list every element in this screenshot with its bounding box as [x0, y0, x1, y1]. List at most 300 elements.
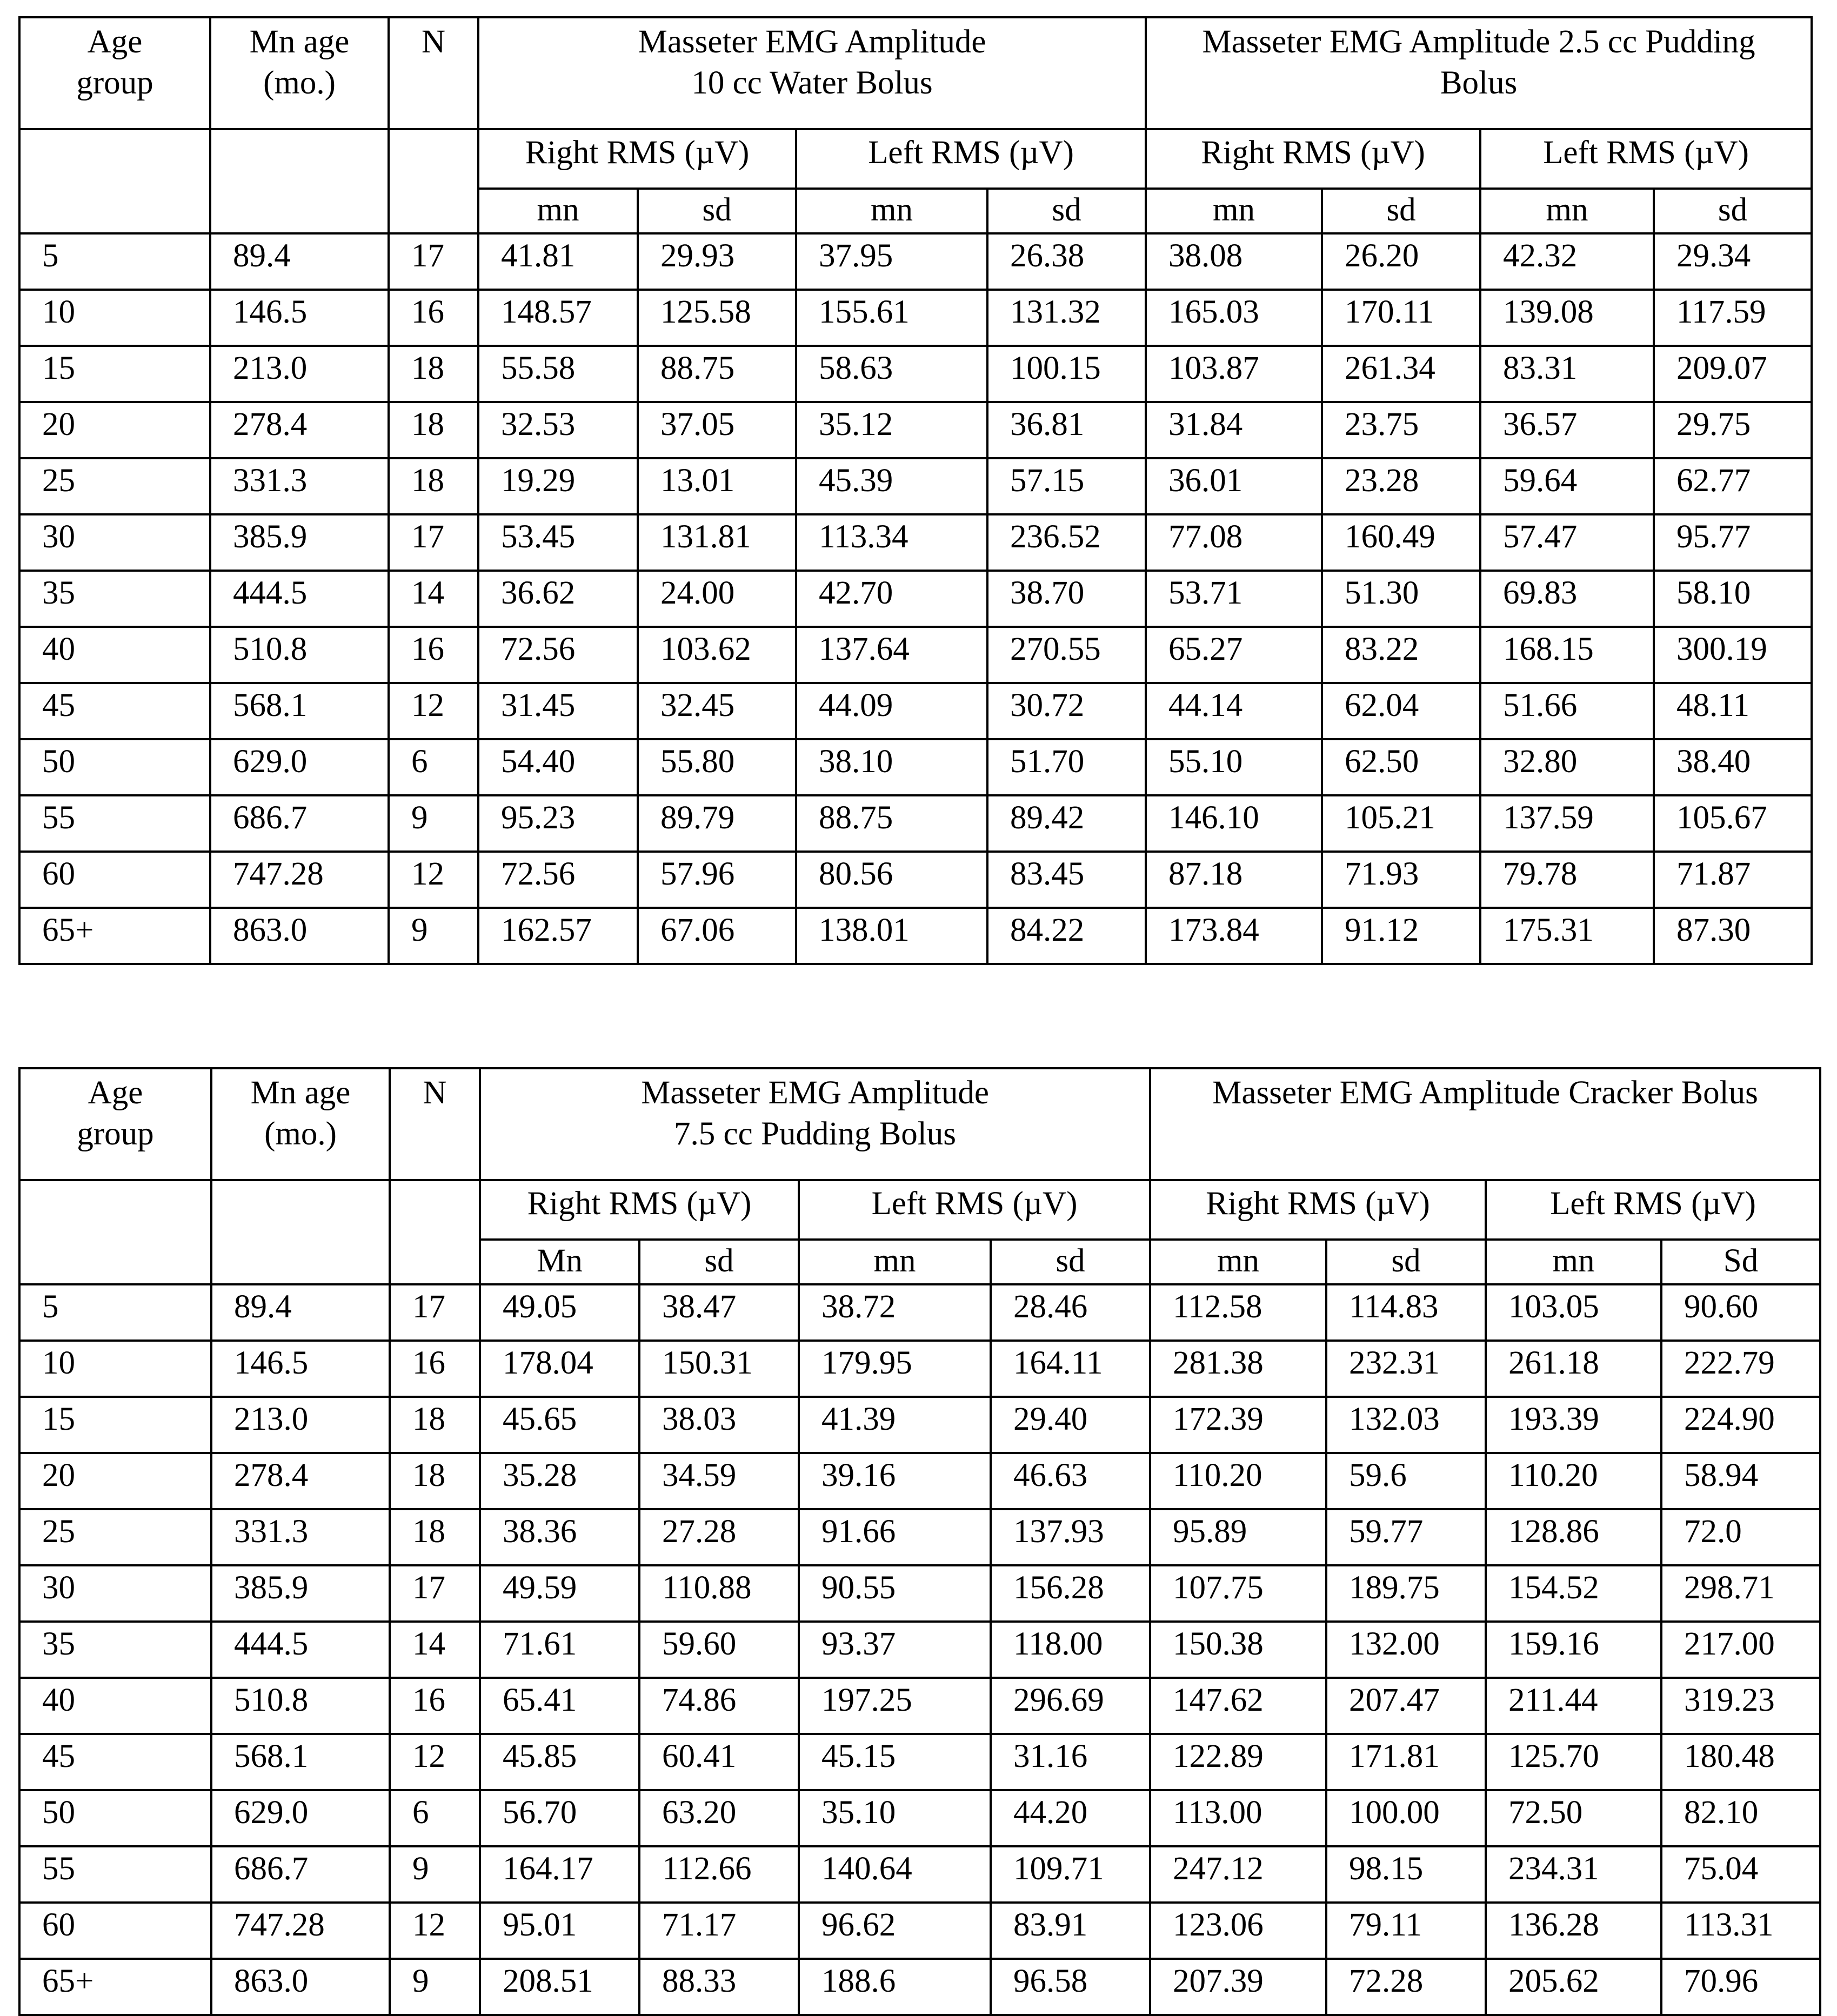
cell-left-mn: 175.31	[1480, 908, 1654, 964]
cell-right-mn: 31.84	[1146, 402, 1322, 458]
cell-age-group: 30	[19, 1565, 211, 1622]
cell-right-sd: 37.05	[638, 402, 796, 458]
cell-right-sd: 55.80	[638, 739, 796, 795]
cell-right-mn: 150.38	[1150, 1622, 1326, 1678]
cell-right-mn: 32.53	[478, 402, 638, 458]
cell-right-sd: 131.81	[638, 514, 796, 571]
cell-right-sd: 72.28	[1326, 1959, 1486, 2015]
header-group-b	[1146, 17, 1812, 129]
header-stat: mn	[478, 189, 638, 233]
cell-n-count: 6	[389, 739, 478, 795]
cell-right-mn: 113.00	[1150, 1790, 1326, 1846]
cell-right-sd: 23.28	[1322, 458, 1480, 514]
cell-n-count: 16	[390, 1341, 480, 1397]
header-n	[389, 17, 478, 129]
cell-left-mn: 110.20	[1486, 1453, 1661, 1509]
cell-right-mn: 72.56	[478, 852, 638, 908]
cell-left-sd: 51.70	[987, 739, 1146, 795]
table-body	[19, 233, 1812, 964]
cell-left-mn: 45.15	[799, 1734, 991, 1790]
cell-left-mn: 58.63	[796, 346, 987, 402]
cell-right-sd: 91.12	[1322, 908, 1480, 964]
cell-left-sd: 72.0	[1661, 1509, 1820, 1565]
cell-right-sd: 59.77	[1326, 1509, 1486, 1565]
cell-left-sd: 29.40	[991, 1397, 1150, 1453]
table-row	[19, 1284, 1820, 1341]
cell-mn-age: 213.0	[210, 346, 389, 402]
cell-right-sd: 57.96	[638, 852, 796, 908]
cell-right-sd: 83.22	[1322, 627, 1480, 683]
header-left-rms: Left RMS (µV)	[799, 1180, 1150, 1240]
header-stat: mn	[799, 1240, 991, 1284]
cell-left-mn: 42.32	[1480, 233, 1654, 290]
cell-left-sd: 131.32	[987, 290, 1146, 346]
cell-age-group: 55	[19, 1846, 211, 1903]
cell-age-group: 10	[19, 290, 210, 346]
cell-left-mn: 193.39	[1486, 1397, 1661, 1453]
table-row	[19, 1790, 1820, 1846]
cell-left-sd: 236.52	[987, 514, 1146, 571]
cell-left-sd: 44.20	[991, 1790, 1150, 1846]
table-row	[19, 1903, 1820, 1959]
header-stat: sd	[991, 1240, 1150, 1284]
cell-left-mn: 179.95	[799, 1341, 991, 1397]
cell-right-sd: 160.49	[1322, 514, 1480, 571]
table-row	[19, 1678, 1820, 1734]
cell-left-sd: 95.77	[1654, 514, 1812, 571]
cell-right-sd: 232.31	[1326, 1341, 1486, 1397]
cell-mn-age: 444.5	[210, 571, 389, 627]
cell-mn-age: 213.0	[211, 1397, 390, 1453]
cell-n-count: 12	[390, 1903, 480, 1959]
cell-right-sd: 98.15	[1326, 1846, 1486, 1903]
header-stat: mn	[1150, 1240, 1326, 1284]
header-left-rms: Left RMS (µV)	[1480, 129, 1812, 189]
cell-n-count: 17	[389, 514, 478, 571]
cell-mn-age: 686.7	[211, 1846, 390, 1903]
cell-n-count: 9	[390, 1959, 480, 2015]
cell-left-sd: 70.96	[1661, 1959, 1820, 2015]
cell-left-sd: 38.70	[987, 571, 1146, 627]
cell-left-sd: 224.90	[1661, 1397, 1820, 1453]
cell-n-count: 16	[389, 627, 478, 683]
cell-n-count: 16	[389, 290, 478, 346]
cell-right-mn: 65.41	[480, 1678, 639, 1734]
cell-age-group: 65+	[19, 1959, 211, 2015]
cell-age-group: 65+	[19, 908, 210, 964]
cell-right-mn: 178.04	[480, 1341, 639, 1397]
table-row	[19, 346, 1812, 402]
cell-right-mn: 95.01	[480, 1903, 639, 1959]
cell-age-group: 50	[19, 739, 210, 795]
cell-left-sd: 105.67	[1654, 795, 1812, 852]
cell-right-mn: 44.14	[1146, 683, 1322, 739]
cell-left-mn: 154.52	[1486, 1565, 1661, 1622]
header-n	[390, 1068, 480, 1180]
cell-age-group: 60	[19, 852, 210, 908]
cell-right-sd: 105.21	[1322, 795, 1480, 852]
cell-left-mn: 261.18	[1486, 1341, 1661, 1397]
cell-left-sd: 300.19	[1654, 627, 1812, 683]
cell-mn-age: 385.9	[210, 514, 389, 571]
header-stat: Sd	[1661, 1240, 1820, 1284]
cell-left-sd: 113.31	[1661, 1903, 1820, 1959]
cell-left-sd: 29.34	[1654, 233, 1812, 290]
cell-right-mn: 165.03	[1146, 290, 1322, 346]
cell-right-sd: 100.00	[1326, 1790, 1486, 1846]
header-n-text: N	[421, 24, 446, 60]
cell-right-sd: 110.88	[639, 1565, 799, 1622]
cell-left-mn: 42.70	[796, 571, 987, 627]
cell-left-mn: 128.86	[1486, 1509, 1661, 1565]
cell-mn-age: 89.4	[210, 233, 389, 290]
cell-right-sd: 71.17	[639, 1903, 799, 1959]
cell-age-group: 20	[19, 1453, 211, 1509]
cell-right-sd: 29.93	[638, 233, 796, 290]
cell-left-mn: 44.09	[796, 683, 987, 739]
header-age-group	[19, 17, 210, 129]
cell-left-sd: 89.42	[987, 795, 1146, 852]
cell-left-mn: 138.01	[796, 908, 987, 964]
cell-left-mn: 57.47	[1480, 514, 1654, 571]
cell-left-sd: 31.16	[991, 1734, 1150, 1790]
cell-left-sd: 96.58	[991, 1959, 1150, 2015]
cell-left-sd: 58.10	[1654, 571, 1812, 627]
cell-left-sd: 298.71	[1661, 1565, 1820, 1622]
cell-mn-age: 747.28	[211, 1903, 390, 1959]
cell-right-mn: 112.58	[1150, 1284, 1326, 1341]
cell-age-group: 45	[19, 1734, 211, 1790]
cell-right-sd: 24.00	[638, 571, 796, 627]
cell-left-mn: 205.62	[1486, 1959, 1661, 2015]
cell-right-mn: 45.65	[480, 1397, 639, 1453]
cell-n-count: 18	[389, 346, 478, 402]
table-row	[19, 683, 1812, 739]
cell-mn-age: 568.1	[210, 683, 389, 739]
cell-right-mn: 162.57	[478, 908, 638, 964]
cell-right-mn: 107.75	[1150, 1565, 1326, 1622]
header-blank	[389, 129, 478, 233]
header-group-b-text: Masseter EMG Amplitude 2.5 cc Pudding Bolus	[1202, 24, 1755, 102]
cell-right-sd: 114.83	[1326, 1284, 1486, 1341]
cell-left-mn: 69.83	[1480, 571, 1654, 627]
cell-right-mn: 38.36	[480, 1509, 639, 1565]
cell-age-group: 15	[19, 346, 210, 402]
header-stat: sd	[1322, 189, 1480, 233]
cell-left-mn: 79.78	[1480, 852, 1654, 908]
cell-right-mn: 71.61	[480, 1622, 639, 1678]
cell-right-mn: 95.23	[478, 795, 638, 852]
header-blank	[210, 129, 389, 233]
cell-right-sd: 171.81	[1326, 1734, 1486, 1790]
cell-age-group: 35	[19, 571, 210, 627]
cell-left-sd: 137.93	[991, 1509, 1150, 1565]
cell-n-count: 16	[390, 1678, 480, 1734]
header-stat: mn	[1486, 1240, 1661, 1284]
cell-right-mn: 53.71	[1146, 571, 1322, 627]
cell-left-sd: 75.04	[1661, 1846, 1820, 1903]
header-group-a	[478, 17, 1146, 129]
table-row	[19, 458, 1812, 514]
cell-age-group: 15	[19, 1397, 211, 1453]
cell-right-mn: 56.70	[480, 1790, 639, 1846]
cell-left-mn: 197.25	[799, 1678, 991, 1734]
cell-left-mn: 35.10	[799, 1790, 991, 1846]
table-row	[19, 739, 1812, 795]
header-mn-age-text: Mn age (mo.)	[250, 1075, 351, 1153]
table-row	[19, 571, 1812, 627]
cell-left-sd: 57.15	[987, 458, 1146, 514]
cell-left-mn: 38.72	[799, 1284, 991, 1341]
cell-age-group: 10	[19, 1341, 211, 1397]
cell-right-mn: 110.20	[1150, 1453, 1326, 1509]
cell-left-sd: 118.00	[991, 1622, 1150, 1678]
cell-right-mn: 103.87	[1146, 346, 1322, 402]
header-n-text: N	[423, 1075, 447, 1111]
cell-right-sd: 189.75	[1326, 1565, 1486, 1622]
cell-n-count: 9	[389, 908, 478, 964]
cell-right-sd: 38.47	[639, 1284, 799, 1341]
cell-age-group: 55	[19, 795, 210, 852]
cell-left-sd: 209.07	[1654, 346, 1812, 402]
table-body	[19, 1284, 1820, 2015]
cell-right-sd: 132.00	[1326, 1622, 1486, 1678]
cell-right-sd: 62.04	[1322, 683, 1480, 739]
cell-n-count: 17	[389, 233, 478, 290]
emg-table-bottom	[18, 1067, 1821, 2016]
cell-age-group: 40	[19, 1678, 211, 1734]
cell-left-sd: 62.77	[1654, 458, 1812, 514]
cell-right-sd: 27.28	[639, 1509, 799, 1565]
cell-right-sd: 89.79	[638, 795, 796, 852]
cell-n-count: 18	[390, 1453, 480, 1509]
cell-left-sd: 71.87	[1654, 852, 1812, 908]
cell-left-sd: 109.71	[991, 1846, 1150, 1903]
header-stat: sd	[638, 189, 796, 233]
header-stat: sd	[1326, 1240, 1486, 1284]
header-stat: mn	[1480, 189, 1654, 233]
cell-n-count: 17	[390, 1565, 480, 1622]
cell-right-sd: 261.34	[1322, 346, 1480, 402]
table-row	[19, 1846, 1820, 1903]
cell-left-sd: 38.40	[1654, 739, 1812, 795]
cell-mn-age: 278.4	[210, 402, 389, 458]
table-row	[19, 1959, 1820, 2015]
cell-left-sd: 26.38	[987, 233, 1146, 290]
header-blank	[19, 1180, 211, 1284]
cell-right-mn: 38.08	[1146, 233, 1322, 290]
cell-right-sd: 26.20	[1322, 233, 1480, 290]
cell-right-mn: 41.81	[478, 233, 638, 290]
table-row	[19, 627, 1812, 683]
table-row	[19, 1565, 1820, 1622]
cell-left-mn: 36.57	[1480, 402, 1654, 458]
cell-mn-age: 385.9	[211, 1565, 390, 1622]
cell-left-mn: 72.50	[1486, 1790, 1661, 1846]
cell-right-sd: 88.33	[639, 1959, 799, 2015]
cell-right-mn: 172.39	[1150, 1397, 1326, 1453]
header-age-group-text: Age group	[77, 1075, 154, 1153]
cell-left-mn: 39.16	[799, 1453, 991, 1509]
cell-right-mn: 19.29	[478, 458, 638, 514]
cell-age-group: 5	[19, 233, 210, 290]
cell-left-mn: 59.64	[1480, 458, 1654, 514]
table-row	[19, 290, 1812, 346]
cell-n-count: 6	[390, 1790, 480, 1846]
cell-left-mn: 137.64	[796, 627, 987, 683]
table-row	[19, 1341, 1820, 1397]
header-group-a-text: Masseter EMG Amplitude 10 cc Water Bolus	[638, 24, 986, 102]
header-stat: sd	[987, 189, 1146, 233]
emg-table-top	[18, 16, 1813, 965]
cell-left-mn: 168.15	[1480, 627, 1654, 683]
cell-left-sd: 87.30	[1654, 908, 1812, 964]
cell-right-mn: 31.45	[478, 683, 638, 739]
cell-age-group: 40	[19, 627, 210, 683]
cell-right-mn: 123.06	[1150, 1903, 1326, 1959]
header-mn-age-text: Mn age (mo.)	[249, 24, 350, 102]
cell-left-mn: 38.10	[796, 739, 987, 795]
cell-left-mn: 96.62	[799, 1903, 991, 1959]
cell-right-sd: 51.30	[1322, 571, 1480, 627]
header-group-b-text: Masseter EMG Amplitude Cracker Bolus	[1212, 1075, 1758, 1111]
header-right-rms: Right RMS (µV)	[478, 129, 796, 189]
cell-mn-age: 146.5	[211, 1341, 390, 1397]
header-left-rms: Left RMS (µV)	[1486, 1180, 1820, 1240]
header-age-group-text: Age group	[76, 24, 153, 102]
cell-n-count: 14	[389, 571, 478, 627]
cell-age-group: 25	[19, 458, 210, 514]
cell-n-count: 12	[389, 683, 478, 739]
cell-mn-age: 568.1	[211, 1734, 390, 1790]
table-row	[19, 233, 1812, 290]
cell-mn-age: 863.0	[211, 1959, 390, 2015]
cell-age-group: 60	[19, 1903, 211, 1959]
cell-n-count: 14	[390, 1622, 480, 1678]
cell-left-sd: 82.10	[1661, 1790, 1820, 1846]
cell-right-mn: 122.89	[1150, 1734, 1326, 1790]
cell-mn-age: 278.4	[211, 1453, 390, 1509]
cell-mn-age: 89.4	[211, 1284, 390, 1341]
cell-left-mn: 45.39	[796, 458, 987, 514]
cell-left-sd: 29.75	[1654, 402, 1812, 458]
cell-mn-age: 146.5	[210, 290, 389, 346]
cell-age-group: 30	[19, 514, 210, 571]
cell-left-sd: 30.72	[987, 683, 1146, 739]
cell-n-count: 18	[390, 1397, 480, 1453]
table-row	[19, 1622, 1820, 1678]
cell-left-mn: 136.28	[1486, 1903, 1661, 1959]
cell-right-sd: 88.75	[638, 346, 796, 402]
cell-n-count: 9	[390, 1846, 480, 1903]
header-right-rms: Right RMS (µV)	[1150, 1180, 1486, 1240]
cell-age-group: 45	[19, 683, 210, 739]
cell-right-sd: 112.66	[639, 1846, 799, 1903]
header-stat: Mn	[480, 1240, 639, 1284]
cell-right-mn: 148.57	[478, 290, 638, 346]
cell-n-count: 9	[389, 795, 478, 852]
cell-right-sd: 150.31	[639, 1341, 799, 1397]
cell-right-mn: 55.58	[478, 346, 638, 402]
header-left-rms: Left RMS (µV)	[796, 129, 1146, 189]
cell-left-sd: 83.91	[991, 1903, 1150, 1959]
cell-right-sd: 103.62	[638, 627, 796, 683]
header-group-a-text: Masseter EMG Amplitude 7.5 cc Pudding Bolus	[641, 1075, 989, 1153]
cell-right-sd: 23.75	[1322, 402, 1480, 458]
cell-right-sd: 34.59	[639, 1453, 799, 1509]
cell-left-mn: 91.66	[799, 1509, 991, 1565]
cell-left-mn: 32.80	[1480, 739, 1654, 795]
cell-left-mn: 155.61	[796, 290, 987, 346]
cell-n-count: 12	[389, 852, 478, 908]
cell-right-mn: 65.27	[1146, 627, 1322, 683]
table-row	[19, 795, 1812, 852]
cell-right-sd: 38.03	[639, 1397, 799, 1453]
cell-age-group: 5	[19, 1284, 211, 1341]
header-group-a	[480, 1068, 1150, 1180]
cell-right-mn: 53.45	[478, 514, 638, 571]
cell-left-mn: 37.95	[796, 233, 987, 290]
cell-age-group: 25	[19, 1509, 211, 1565]
cell-left-mn: 51.66	[1480, 683, 1654, 739]
cell-right-sd: 59.60	[639, 1622, 799, 1678]
cell-left-mn: 140.64	[799, 1846, 991, 1903]
cell-right-sd: 71.93	[1322, 852, 1480, 908]
cell-left-sd: 90.60	[1661, 1284, 1820, 1341]
cell-right-mn: 247.12	[1150, 1846, 1326, 1903]
cell-left-mn: 41.39	[799, 1397, 991, 1453]
cell-right-sd: 59.6	[1326, 1453, 1486, 1509]
cell-left-sd: 270.55	[987, 627, 1146, 683]
table-row	[19, 908, 1812, 964]
cell-right-mn: 35.28	[480, 1453, 639, 1509]
cell-left-sd: 48.11	[1654, 683, 1812, 739]
cell-right-mn: 207.39	[1150, 1959, 1326, 2015]
cell-left-sd: 58.94	[1661, 1453, 1820, 1509]
cell-left-mn: 90.55	[799, 1565, 991, 1622]
cell-right-sd: 32.45	[638, 683, 796, 739]
header-right-rms: Right RMS (µV)	[1146, 129, 1480, 189]
header-stat: sd	[639, 1240, 799, 1284]
cell-n-count: 18	[389, 402, 478, 458]
cell-left-mn: 83.31	[1480, 346, 1654, 402]
cell-left-mn: 113.34	[796, 514, 987, 571]
header-stat: mn	[1146, 189, 1322, 233]
header-age-group	[19, 1068, 211, 1180]
cell-right-mn: 95.89	[1150, 1509, 1326, 1565]
cell-left-sd: 156.28	[991, 1565, 1150, 1622]
cell-left-sd: 100.15	[987, 346, 1146, 402]
cell-left-sd: 164.11	[991, 1341, 1150, 1397]
cell-age-group: 20	[19, 402, 210, 458]
cell-right-mn: 208.51	[480, 1959, 639, 2015]
cell-right-sd: 79.11	[1326, 1903, 1486, 1959]
header-mn-age	[210, 17, 389, 129]
cell-left-mn: 137.59	[1480, 795, 1654, 852]
cell-right-mn: 87.18	[1146, 852, 1322, 908]
cell-left-sd: 222.79	[1661, 1341, 1820, 1397]
cell-left-sd: 117.59	[1654, 290, 1812, 346]
cell-right-mn: 146.10	[1146, 795, 1322, 852]
cell-age-group: 50	[19, 1790, 211, 1846]
cell-right-mn: 77.08	[1146, 514, 1322, 571]
cell-mn-age: 686.7	[210, 795, 389, 852]
cell-right-sd: 13.01	[638, 458, 796, 514]
table-row	[19, 402, 1812, 458]
header-blank	[211, 1180, 390, 1284]
cell-left-sd: 84.22	[987, 908, 1146, 964]
cell-right-mn: 72.56	[478, 627, 638, 683]
